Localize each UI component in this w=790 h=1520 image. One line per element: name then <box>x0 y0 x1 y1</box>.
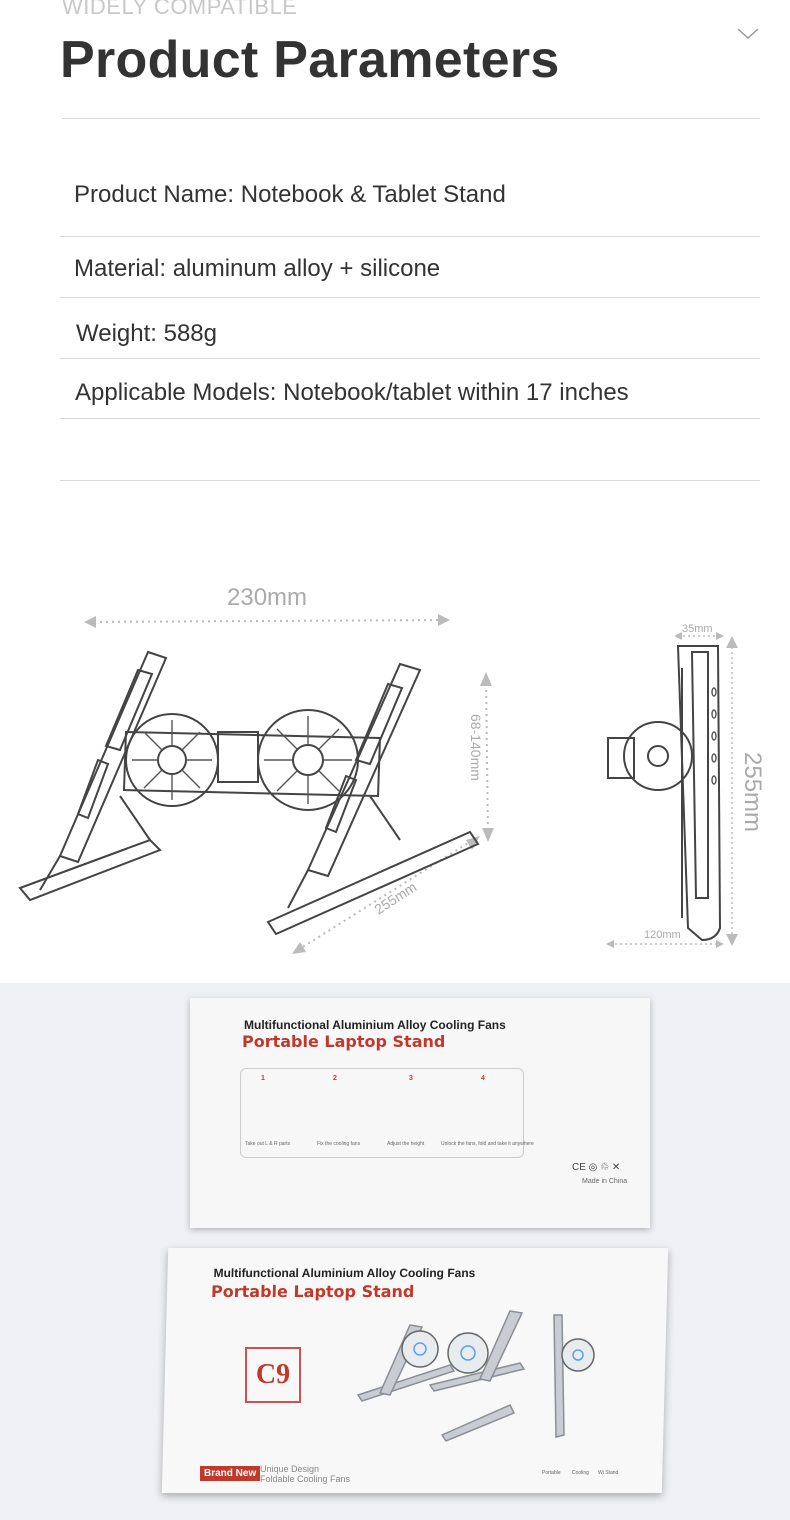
chevron-down-icon[interactable] <box>736 26 762 42</box>
step-caption: Fix the cooling fans <box>317 1141 361 1147</box>
divider <box>60 480 760 481</box>
certification-marks: CE ◎ ♲ ✕ <box>572 1162 621 1173</box>
made-in-label: Made in China <box>582 1178 628 1185</box>
divider <box>60 297 760 298</box>
dimension-base-label: 255mm <box>371 878 420 918</box>
feature-icon-label: Wi Stand <box>598 1470 619 1476</box>
param-weight: Weight: 588g <box>76 320 217 347</box>
model-badge: C9 <box>245 1347 301 1403</box>
divider <box>60 236 760 237</box>
dimension-side-base-label: 120mm <box>644 929 681 941</box>
instruction-panel <box>240 1068 534 1158</box>
brand-new-badge: Brand New <box>200 1466 260 1481</box>
step-number: 3 <box>409 1075 413 1082</box>
dimension-side-height-label: 255mm <box>739 752 766 833</box>
divider <box>60 418 760 419</box>
tagline-line-1: Unique Design <box>260 1464 320 1474</box>
param-applicable-models: Applicable Models: Notebook/tablet within 17 inches <box>75 379 629 406</box>
feature-icon-label: Portable <box>542 1470 561 1476</box>
box-bottom-title: Portable Laptop Stand <box>210 1282 415 1301</box>
param-material: Material: aluminum alloy + silicone <box>74 255 441 282</box>
divider <box>62 118 760 119</box>
box-bottom-subtitle: Multifunctional Aluminium Alloy Cooling Fans <box>213 1266 476 1280</box>
box-top-subtitle: Multifunctional Aluminium Alloy Cooling Fans <box>244 1018 506 1032</box>
section-eyebrow: WIDELY COMPATIBLE <box>62 0 298 19</box>
dimension-width-label: 230mm <box>227 584 308 611</box>
page-title: Product Parameters <box>60 31 560 89</box>
step-number: 2 <box>333 1075 337 1082</box>
dimension-thickness-label: 35mm <box>682 623 713 635</box>
divider <box>60 358 760 359</box>
tagline <box>260 1464 350 1484</box>
stand-side-drawing <box>596 628 756 958</box>
step-number: 4 <box>481 1075 485 1082</box>
step-caption: Take out L & R parts <box>245 1141 291 1147</box>
packaging-box-top <box>190 998 650 1228</box>
stand-product-image <box>350 1305 650 1445</box>
box-top-title: Portable Laptop Stand <box>242 1032 446 1051</box>
tagline-line-2: Foldable Cooling Fans <box>260 1474 351 1484</box>
feature-icon-label: Cooling <box>572 1470 589 1476</box>
step-caption: Unlock the fans, fold and take it anywhere <box>441 1141 534 1147</box>
param-product-name: Product Name: Notebook & Tablet Stand <box>74 181 506 208</box>
step-number: 1 <box>261 1075 265 1082</box>
dimension-height-label: 68-140mm <box>468 714 484 781</box>
step-caption: Adjust the height <box>387 1141 425 1147</box>
